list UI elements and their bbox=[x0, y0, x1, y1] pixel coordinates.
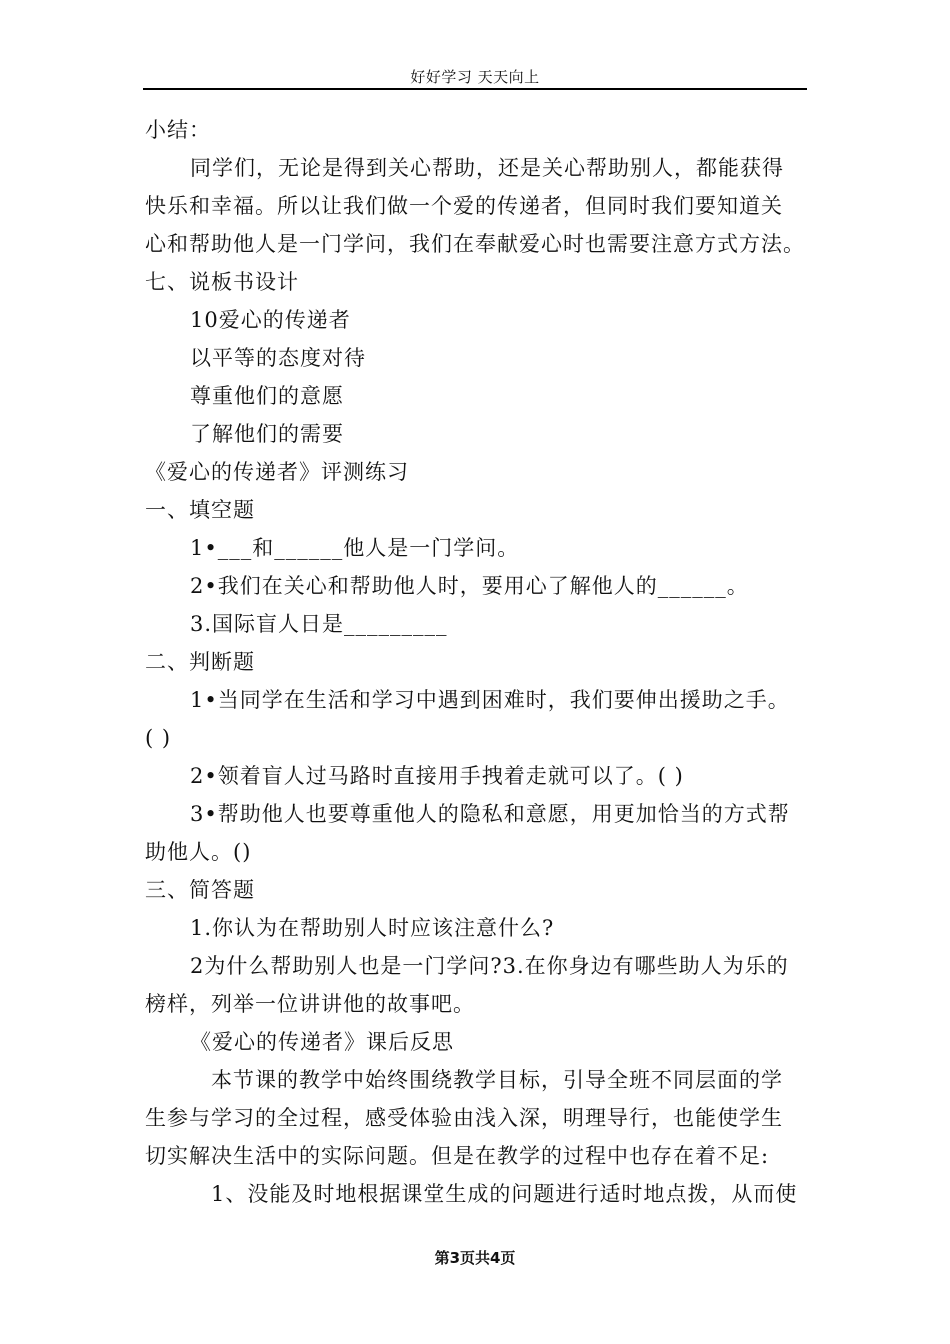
section-heading-short-answer: 三、简答题 bbox=[145, 878, 255, 902]
header-rule bbox=[143, 88, 807, 90]
reflection-paragraph-line: 切实解决生活中的实际问题。但是在教学的过程中也存在着不足: bbox=[145, 1144, 770, 1168]
section-heading-board: 七、说板书设计 bbox=[145, 270, 299, 294]
section-heading-fill-blank: 一、填空题 bbox=[145, 498, 255, 522]
board-item: 了解他们的需要 bbox=[190, 422, 344, 446]
question-item: 3.国际盲人日是_________ bbox=[190, 612, 448, 636]
exercise-title: 《爱心的传递者》评测练习 bbox=[145, 460, 409, 484]
summary-paragraph-line: 心和帮助他人是一门学问，我们在奉献爱心时也需要注意方式方法。 bbox=[145, 232, 805, 256]
page-header: 好好学习 天天向上 bbox=[410, 68, 540, 86]
reflection-list-item: 1、没能及时地根据课堂生成的问题进行适时地点拨，从而使 bbox=[211, 1182, 798, 1206]
board-item: 尊重他们的意愿 bbox=[190, 384, 344, 408]
question-item: 2•我们在关心和帮助他人时，要用心了解他人的______。 bbox=[190, 574, 749, 598]
question-item: 3•帮助他人也要尊重他人的隐私和意愿，用更加恰当的方式帮 bbox=[190, 802, 790, 826]
question-item: 1•当同学在生活和学习中遇到困难时，我们要伸出援助之手。 bbox=[190, 688, 790, 712]
board-item: 以平等的态度对待 bbox=[190, 346, 366, 370]
page-footer: 第3页共4页 bbox=[434, 1249, 516, 1267]
question-item: 1•___和______他人是一门学问。 bbox=[190, 536, 520, 560]
question-item-continued: 助他人。() bbox=[145, 840, 252, 864]
reflection-paragraph-line: 生参与学习的全过程，感受体验由浅入深，明理导行，也能使学生 bbox=[145, 1106, 783, 1130]
question-item: 2为什么帮助别人也是一门学问?3.在你身边有哪些助人为乐的 bbox=[190, 954, 789, 978]
reflection-title: 《爱心的传递者》课后反思 bbox=[190, 1030, 454, 1054]
summary-heading: 小结： bbox=[145, 118, 211, 142]
question-item: 2•领着盲人过马路时直接用手拽着走就可以了。( ) bbox=[190, 764, 684, 788]
reflection-paragraph-line: 本节课的教学中始终围绕教学目标，引导全班不同层面的学 bbox=[211, 1068, 783, 1092]
summary-paragraph-line: 快乐和幸福。所以让我们做一个爱的传递者，但同时我们要知道关 bbox=[145, 194, 783, 218]
board-item: 10爱心的传递者 bbox=[190, 308, 351, 332]
section-heading-true-false: 二、判断题 bbox=[145, 650, 255, 674]
question-item-continued: 榜样，列举一位讲讲他的故事吧。 bbox=[145, 992, 475, 1016]
question-item: 1.你认为在帮助别人时应该注意什么? bbox=[190, 916, 555, 940]
summary-paragraph-line: 同学们，无论是得到关心帮助，还是关心帮助别人，都能获得 bbox=[190, 156, 784, 180]
question-item-continued: ( ) bbox=[145, 726, 172, 750]
